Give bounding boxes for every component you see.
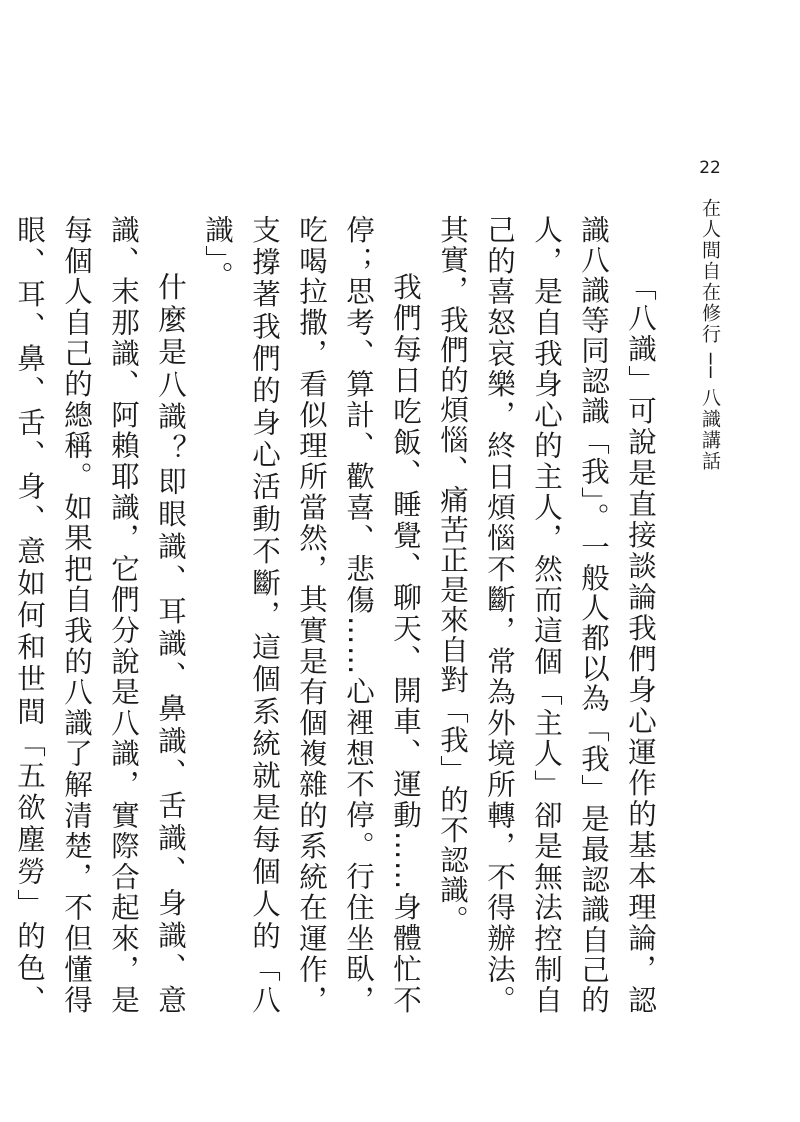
paragraph-3: 什麼是八識？即眼識、耳識、鼻識、舌識、身識、意識、末那識、阿賴耶識，它們分說是八識，實際合起來，是每個人自己的總稱。如果把自我的八識了解清楚，不但懂得眼、耳、鼻、舌、身、意如何和世間「五欲塵勞」的色、 xyxy=(13,215,187,1015)
paragraph-1: 「八識」可說是直接談論我們身心運作的基本理論，認識八識等同認識「我」。一般人都以為「我」是最認識自己的人，是自我身心的主人，然而這個「主人」卻是無法控制自己的喜怒哀樂，終日煩惱不斷，常為外境所轉，不得辦法。其實，我們的煩惱、痛苦正是來自對「我」的不認識。 xyxy=(436,215,657,1015)
running-title: 在人間自在修行 ── 八識講話 xyxy=(699,198,721,472)
body-text xyxy=(13,215,664,1015)
running-header xyxy=(690,148,730,472)
paragraph-2: 我們每日吃飯、睡覺、聊天、開車、運動……身體忙不停；思考、算計、歡喜、悲傷……心裡想不停。行住坐臥，吃喝拉撒，看似理所當然，其實是有個複雜的系統在運作，支撐著我們的身心活動不斷，這個系統就是每個人的「八識」。 xyxy=(201,215,422,1015)
page-number: 22 xyxy=(699,158,721,178)
